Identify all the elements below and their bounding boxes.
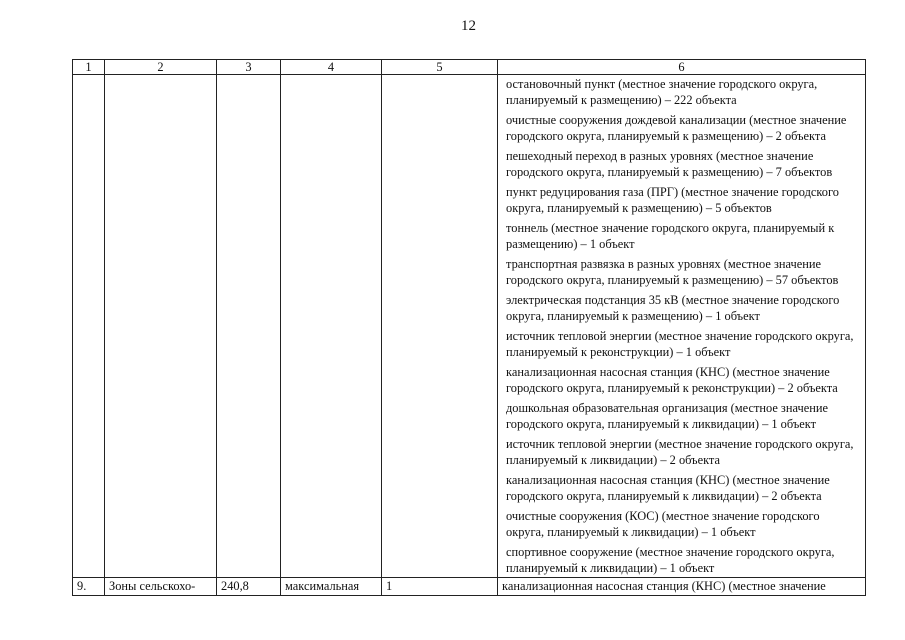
objects-list-cell bbox=[498, 75, 866, 578]
object-entry: остановочный пункт (местное значение городского округа, планируемый к размещению) – 222 объекта bbox=[506, 77, 818, 107]
object-entry: канализационная насосная станция (КНС) (местное значение городского округа, планируемый к реконструкции) – 2 объекта bbox=[506, 365, 838, 395]
page-number: 12 bbox=[461, 18, 476, 34]
cell-empty bbox=[382, 75, 498, 578]
cell-empty bbox=[217, 75, 281, 578]
zone-name: Зоны сельскохо- bbox=[105, 578, 217, 596]
object-entry: канализационная насосная станция (КНС) (местное значение bbox=[498, 578, 866, 596]
object-entry: тоннель (местное значение городского округа, планируемый к размещению) – 1 объект bbox=[506, 221, 835, 251]
parameter-name: максимальная bbox=[281, 578, 382, 596]
parameter-value: 1 bbox=[382, 578, 498, 596]
object-entry: дошкольная образовательная организация (местное значение городского округа, планируемый к ликвидации) – 1 объект bbox=[506, 401, 828, 431]
object-entry: источник тепловой энергии (местное значение городского округа, планируемый к реконструкции) – 1 объект bbox=[506, 329, 854, 359]
row-number: 9. bbox=[73, 578, 105, 596]
zone-area: 240,8 bbox=[217, 578, 281, 596]
column-header-3: 3 bbox=[217, 60, 281, 75]
object-entry: транспортная развязка в разных уровнях (местное значение городского округа, планируемый к размещению) – 57 объектов bbox=[506, 257, 839, 287]
object-entry: очистные сооружения (КОС) (местное значение городского округа, планируемый к ликвидации) – 1 объект bbox=[506, 509, 820, 539]
object-entry: источник тепловой энергии (местное значение городского округа, планируемый к ликвидации) – 2 объекта bbox=[506, 437, 854, 467]
cell-empty bbox=[73, 75, 105, 578]
object-entry: пункт редуцирования газа (ПРГ) (местное значение городского округа, планируемый к размещению) – 5 объектов bbox=[506, 185, 839, 215]
column-header-6: 6 bbox=[498, 60, 866, 75]
object-entry: электрическая подстанция 35 кВ (местное значение городского округа, планируемый к размещению) – 1 объект bbox=[506, 293, 840, 323]
object-entry: спортивное сооружение (местное значение городского округа, планируемый к ликвидации) – 1 объект bbox=[506, 545, 835, 575]
object-entry: канализационная насосная станция (КНС) (местное значение городского округа, планируемый к ликвидации) – 2 объекта bbox=[506, 473, 830, 503]
column-header-1: 1 bbox=[73, 60, 105, 75]
object-entry: очистные сооружения дождевой канализации (местное значение городского округа, планируемый к размещению) – 2 объекта bbox=[506, 113, 847, 143]
column-header-4: 4 bbox=[281, 60, 382, 75]
header-row bbox=[73, 60, 866, 75]
continued-row bbox=[73, 75, 866, 578]
column-header-5: 5 bbox=[382, 60, 498, 75]
cell-empty bbox=[281, 75, 382, 578]
table-row-9 bbox=[73, 578, 866, 596]
object-entry: пешеходный переход в разных уровнях (местное значение городского округа, планируемый к размещению) – 7 объектов bbox=[506, 149, 833, 179]
cell-empty bbox=[105, 75, 217, 578]
zones-table bbox=[72, 59, 866, 596]
column-header-2: 2 bbox=[105, 60, 217, 75]
